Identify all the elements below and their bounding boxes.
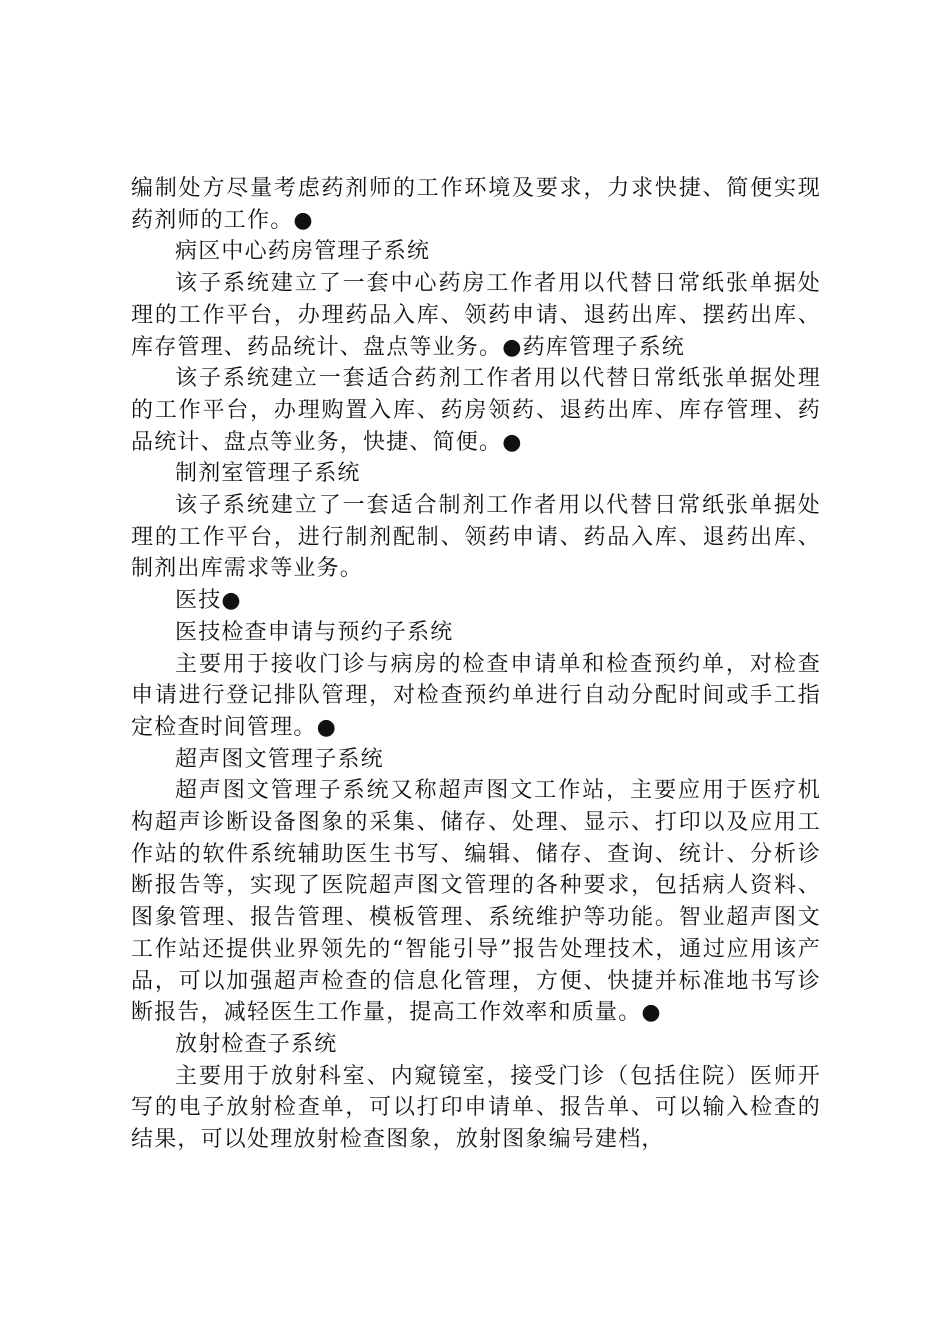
paragraph-radiology: 主要用于放射科室、内窥镜室，接受门诊（包括住院）医师开写的电子放射检查单，可以打印申请单、报告单、可以输入检查的结果，可以处理放射检查图象，放射图象编号建档， [131, 1063, 821, 1153]
document-body [131, 173, 821, 1156]
heading-exam-appointment: 医技检查申请与预约子系统 [175, 619, 454, 645]
paragraph-exam-appointment: 主要用于接收门诊与病房的检查申请单和检查预约单，对检查申请进行登记排队管理，对检查预约单进行自动分配时间或手工指定检查时间管理。● [131, 651, 821, 740]
paragraph-drug-warehouse: 该子系统建立一套适合药剂工作者用以代替日常纸张单据处理的工作平台，办理购置入库、药房领药、退药出库、库存管理、药品统计、盘点等业务，快捷、简便。● [131, 366, 821, 455]
heading-medical-technology: 医技● [175, 588, 242, 614]
paragraph-ward-pharmacy: 该子系统建立了一套中心药房工作者用以代替日常纸张单据处理的工作平台，办理药品入库、领药申请、退药出库、摆药出库、库存管理、药品统计、盘点等业务。●药库管理子系统 [131, 271, 821, 360]
heading-preparation-room: 制剂室管理子系统 [175, 461, 361, 487]
heading-ward-pharmacy: 病区中心药房管理子系统 [175, 239, 431, 265]
heading-radiology: 放射检查子系统 [175, 1031, 338, 1057]
paragraph-ultrasound: 超声图文管理子系统又称超声图文工作站，主要应用于医疗机构超声诊断设备图象的采集、储存、处理、显示、打印以及应用工作站的软件系统辅助医生书写、编辑、储存、查询、统计、分析诊断报告等，实现了医院超声图文管理的各种要求，包括病人资料、图象管理、报告管理、模板管理、系统维护等功能。智业超声图文工作站还提供业界领先的“智能引导”报告处理技术，通过应用该产品，可以加强超声检查的信息化管理，方便、快捷并标准地书写诊断报告，减轻医生工作量，提高工作效率和质量。● [131, 778, 821, 1026]
heading-ultrasound: 超声图文管理子系统 [175, 746, 384, 772]
paragraph-prescription: 编制处方尽量考虑药剂师的工作环境及要求，力求快捷、简便实现药剂师的工作。● [131, 176, 821, 233]
paragraph-preparation-room: 该子系统建立了一套适合制剂工作者用以代替日常纸张单据处理的工作平台，进行制剂配制、领药申请、药品入库、退药出库、制剂出库需求等业务。 [131, 493, 821, 582]
